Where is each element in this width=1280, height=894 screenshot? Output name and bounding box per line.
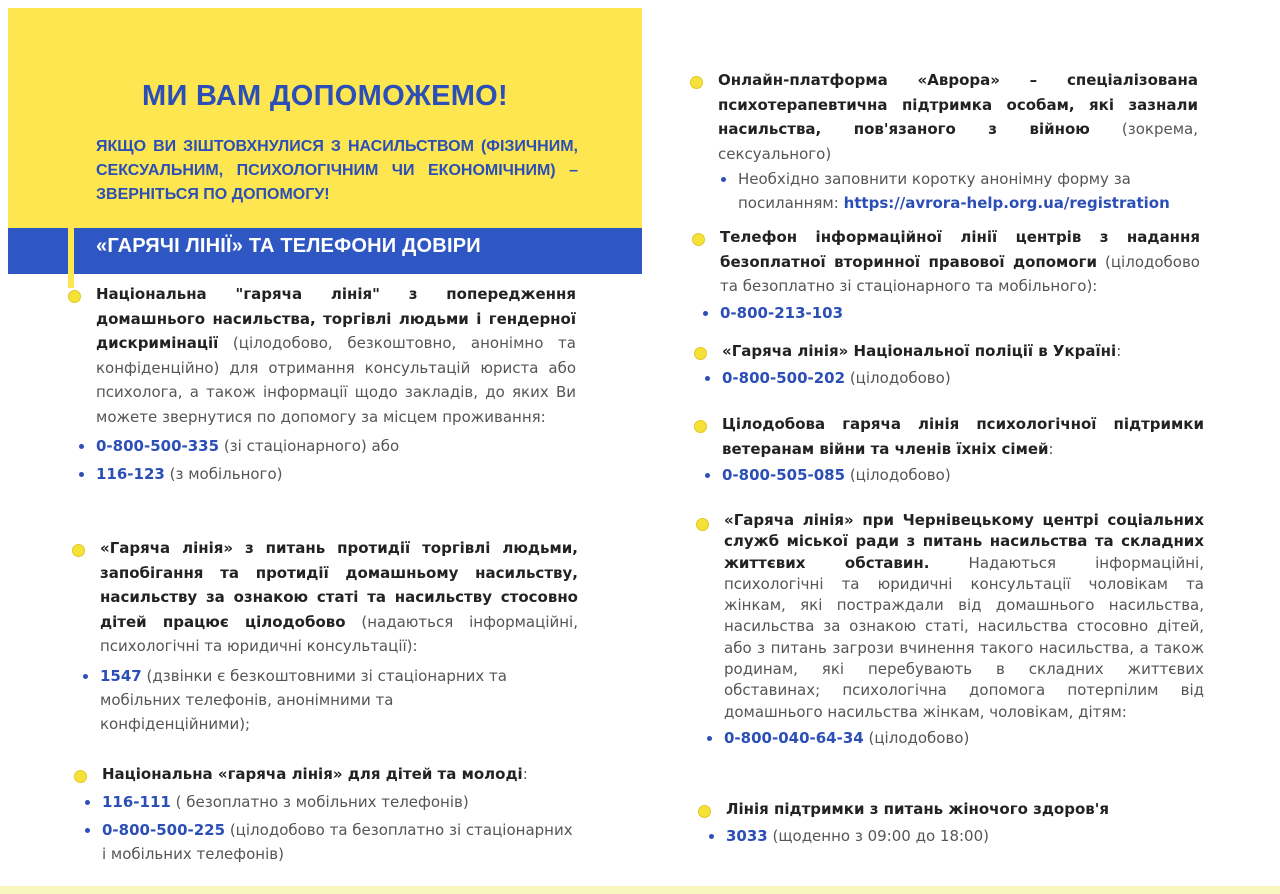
section-title: «ГАРЯЧІ ЛІНІЇ» ТА ТЕЛЕФОНИ ДОВІРИ: [96, 235, 481, 257]
block-suffix: :: [522, 765, 528, 783]
block-text: [706, 797, 1206, 822]
phone-number[interactable]: 0-800-213-103: [720, 303, 844, 322]
list-item: [718, 167, 1198, 215]
yellow-bullet-icon: [690, 76, 703, 89]
list-item: [700, 301, 1200, 325]
band-accent: [68, 228, 74, 288]
number-list: [702, 366, 1202, 390]
header-panel: [8, 8, 642, 230]
phone-number[interactable]: 0-800-500-335: [96, 437, 220, 455]
children-hotline-block: [82, 762, 578, 866]
block-note: (цілодобово, безкоштовно, анонімно та конфіденційно) для отримання консультацій юриста або психолога, а також інформації щодо закладів, до яких Ви можете звернутися по допомогу за місцем проживання:: [96, 334, 576, 426]
yellow-bullet-icon: [698, 805, 711, 818]
block-title: Лінія підтримки з питань жіночого здоров'я: [726, 800, 1109, 818]
phone-note: (зі стаціонарного) або: [223, 437, 400, 455]
bullet-icon: [721, 177, 726, 182]
block-title: Національна «гаряча лінія» для дітей та молоді: [102, 765, 523, 783]
phone-note: (цілодобово та безоплатно зі стаціонарних і мобільних телефонів): [102, 820, 573, 863]
number-list: [700, 301, 1200, 325]
number-list: [704, 726, 1204, 750]
block-note: Надаються інформаційні, психологічні та юридичні консультації чоловікам та жінкам, які постраждали від домашнього насильства, насильства за ознакою статі, насильства стосовно дітей, або з питань загрози вчинення такого насильства, а також родинам, які перебувають в складних життєвих обставинах; психологічна допомога потерпілим від домашнього насильства жінкам, чоловікам, дітям:: [724, 553, 1204, 721]
national-hotline-block: [76, 282, 576, 486]
block-note: (зокрема, сексуального): [718, 120, 1198, 163]
block-suffix: :: [1116, 342, 1122, 360]
legal-aid-block: [700, 225, 1200, 325]
block-title: Онлайн-платформа «Аврора» – спеціалізована психотерапевтична підтримка особам, які зазнали насильства, пов'язаного з війною: [718, 71, 1198, 138]
page-subtitle: ЯКЩО ВИ ЗІШТОВХНУЛИСЯ З НАСИЛЬСТВОМ (ФІЗИЧНИМ, СЕКСУАЛЬНИМ, ПСИХОЛОГІЧНИМ ЧИ ЕКОНОМІЧНИМ) – ЗВЕРНІТЬСЯ ПО ДОПОМОГУ!: [96, 138, 578, 203]
phone-number[interactable]: 0-800-040-64-34: [724, 728, 864, 747]
number-list: [82, 790, 578, 866]
list-item: [706, 824, 1206, 848]
yellow-bullet-icon: [694, 347, 707, 360]
number-list: [702, 463, 1204, 487]
phone-note: (щоденно з 09:00 до 18:00): [772, 826, 989, 845]
phone-number[interactable]: 0-800-505-085: [722, 466, 846, 484]
list-item: [82, 818, 578, 866]
phone-note: (з мобільного): [169, 465, 283, 483]
phone-number[interactable]: 3033: [726, 826, 768, 845]
block-text: [702, 339, 1202, 364]
block-text: [702, 412, 1204, 461]
phone-note: (дзвінки є безкоштовними зі стаціонарних та мобільних телефонів, анонімними та конфіденційними);: [100, 666, 507, 733]
list-item: [76, 462, 576, 486]
bullet-icon: [85, 828, 90, 833]
list-item: [80, 664, 530, 736]
yellow-bullet-icon: [694, 420, 707, 433]
number-list: [80, 664, 530, 736]
number-list: [76, 434, 576, 486]
phone-number[interactable]: 116-111: [102, 792, 171, 811]
bullet-icon: [703, 311, 708, 316]
phone-number[interactable]: 0-800-500-225: [102, 820, 226, 839]
list-item: [82, 790, 578, 814]
block-title: Цілодобова гаряча лінія психологічної підтримки ветеранам війни та членів їхніх сімей: [722, 415, 1204, 458]
block-title: «Гаряча лінія» з питань протидії торгівлі людьми, запобігання та протидії домашньому насильству, насильству за ознакою статі та насильству стосовно дітей працює цілодобово: [100, 539, 578, 631]
bullet-icon: [79, 444, 84, 449]
yellow-bullet-icon: [72, 544, 85, 557]
block-text: [698, 68, 1198, 166]
phone-number[interactable]: 116-123: [96, 465, 165, 483]
phone-number[interactable]: 0-800-500-202: [722, 368, 846, 387]
bullet-icon: [705, 376, 710, 381]
list-item: [702, 463, 1204, 487]
block-suffix: :: [1048, 439, 1054, 458]
block-text: [700, 225, 1200, 299]
number-list: [706, 824, 1206, 848]
chernivtsi-block: [704, 510, 1204, 750]
phone-note: ( безоплатно з мобільних телефонів): [175, 792, 469, 811]
bullet-icon: [709, 834, 714, 839]
trafficking-hotline-block: [80, 536, 578, 736]
bullet-icon: [705, 473, 710, 478]
list-item: [76, 434, 576, 458]
block-title: «Гаряча лінія» Національної поліції в Україні: [722, 342, 1117, 360]
block-text: [76, 282, 576, 429]
bullet-icon: [85, 800, 90, 805]
list-item: [702, 366, 1202, 390]
phone-number[interactable]: 1547: [100, 666, 142, 685]
veterans-block: [702, 412, 1204, 487]
block-title: «Гаряча лінія» при Чернівецькому центрі соціальних служб міської ради з питань насильства та складних життєвих обставин.: [724, 511, 1204, 572]
phone-note: (цілодобово): [868, 728, 970, 747]
yellow-bullet-icon: [692, 233, 705, 246]
page-title: МИ ВАМ ДОПОМОЖЕМО!: [142, 80, 508, 112]
police-block: [702, 339, 1202, 390]
yellow-bullet-icon: [696, 518, 709, 531]
bottom-edge: [0, 886, 1280, 894]
bullet-icon: [707, 736, 712, 741]
block-note: (надаються інформаційні, психологічні та юридичні консультації):: [100, 612, 578, 655]
womens-health-block: [706, 797, 1206, 848]
item-text: Необхідно заповнити коротку анонімну форму за посиланням:: [738, 170, 1131, 212]
block-text: [704, 510, 1204, 723]
block-text: [82, 762, 578, 787]
avrora-block: [698, 68, 1198, 215]
block-text: [80, 536, 578, 659]
block-title: Національна "гаряча лінія" з попередження домашнього насильства, торгівлі людьми і гендерної дискримінації: [96, 285, 576, 352]
list-item: [704, 726, 1204, 750]
block-title: Телефон інформаційної лінії центрів з надання безоплатної вторинної правової допомоги: [720, 228, 1200, 271]
yellow-bullet-icon: [74, 770, 87, 783]
phone-note: (цілодобово): [849, 368, 951, 387]
registration-link[interactable]: https://avrora-help.org.ua/registration: [843, 194, 1170, 212]
number-list: [698, 167, 1198, 215]
bullet-icon: [79, 472, 84, 477]
block-note: (цілодобово та безоплатно зі стаціонарного та мобільного):: [720, 252, 1200, 295]
bullet-icon: [83, 674, 88, 679]
yellow-bullet-icon: [68, 290, 81, 303]
phone-note: (цілодобово): [849, 466, 951, 484]
